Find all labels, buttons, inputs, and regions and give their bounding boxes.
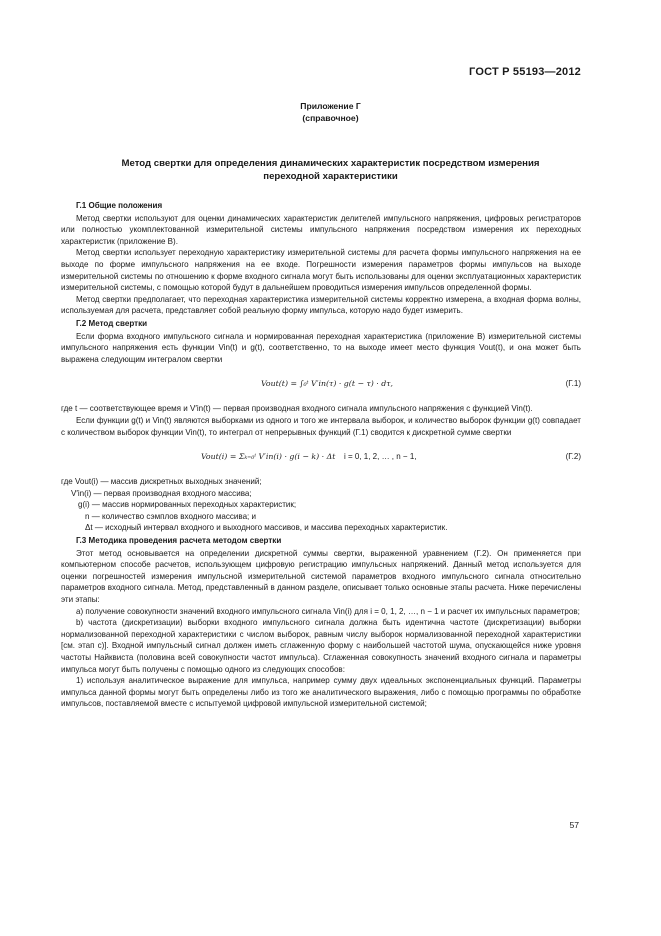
paragraph: Если форма входного импульсного сигнала и нормированная переходная характеристика (приложение В) измерительной системы импульсного напряжения есть функции Vin(t) и g(t), соответственно, то на выходе имеет место функция Vout(t), и она может быть выражена следующим интегралом свертки — [61, 331, 581, 364]
page-number: 57 — [569, 820, 579, 830]
definition-item: n — количество сэмплов входного массива; и — [85, 511, 257, 521]
title-line-2: переходной характеристики — [263, 171, 398, 182]
list-item-a: а) получение совокупности значений входного импульсного сигнала Vin(i) для i = 0, 1, 2, …, n − 1 и расчет их импульсных параметров; — [76, 606, 580, 616]
body-text — [61, 199, 581, 710]
definition-item: Δt — исходный интервал входного и выходного массивов, и массива переходных характеристик. — [85, 523, 448, 533]
document-title — [60, 157, 601, 183]
formula-number: (Г.2) — [565, 452, 581, 462]
annex-status: (справочное) — [302, 113, 359, 123]
title-line-1: Метод свертки для определения динамических характеристик посредством измерения — [121, 158, 540, 169]
formula-expression: Vout(i) = Σₖ₌₀ⁱ V′in(i) · g(i − k) · Δt — [201, 452, 336, 462]
annex-title: Приложение Г — [300, 101, 361, 111]
paragraph: Метод свертки используют для оценки динамических характеристик делителей импульсного напряжения, цифровых регистраторов или полностью укомплектованной измерительной системы импульсного напряжения посредством измерения их переходных характеристик (приложение В). — [61, 213, 581, 246]
annex-heading — [0, 100, 661, 124]
definition-item: где Vout(i) — массив дискретных выходных значений; — [61, 477, 262, 487]
formula-g1 — [61, 368, 581, 400]
formula-g2 — [61, 441, 581, 473]
definition-item: V′in(i) — первая производная входного массива; — [71, 488, 252, 498]
section-heading-g3: Г.3 Методика проведения расчета методом свертки — [76, 536, 282, 546]
definition-item: g(i) — массив нормированных переходных характеристик; — [78, 500, 297, 510]
section-heading-g1: Г.1 Общие положения — [76, 201, 163, 210]
section-heading-g2: Г.2 Метод свертки — [76, 318, 148, 328]
formula-condition: i = 0, 1, 2, … , n − 1, — [344, 452, 417, 462]
standard-designation: ГОСТ Р 55193—2012 — [469, 66, 581, 78]
paragraph: Этот метод основывается на определении дискретной суммы свертки, выраженной уравнением (Г.2). Он применяется при компьютерном способе расчетов, использующем цифровую регистрацию импульсных напряжений. Данный метод используется для оценки погрешностей измерения импульсной измерительной системой параметров входного импульсного сигнала относительно параметров входного сигнала. Метод, представленный в данном разделе, описывает только основные этапы расчета. Ниже перечислены эти этапы: — [61, 548, 581, 605]
paragraph: Метод свертки предполагает, что переходная характеристика измерительной системы корректно измерена, а входная форма волны, используемая для расчета, представляет собой реальную форму импульса, которую надо будет измерить. — [61, 294, 581, 316]
formula-number: (Г.1) — [565, 379, 581, 389]
paragraph: Если функции g(t) и Vin(t) являются выборками из одного и того же интервала выборок, и количество выборок функции g(t) совпадает с количеством выборок функции Vin(t), то интеграл от непрерывных функций (Г.1) сводится к дискретной сумме свертки — [61, 415, 581, 437]
definitions-list — [61, 476, 581, 534]
paragraph: где t — соответствующее время и V′in(t) — первая производная входного сигнала импульсного напряжения с функцией Vin(t). — [61, 404, 533, 414]
paragraph: Метод свертки использует переходную характеристику измерительной системы для расчета формы импульсного напряжения на ее выходе по форме импульсного напряжения на ее входе. Погрешности измерения параметров формы импульсов на выходе измерительной системы по отношению к форме входного сигнала могут быть использованы для оценки эксплуатационных характеристик измерительной системы, с помощью которой будут в дальнейшем проводиться измерения импульсов определенной формы. — [61, 248, 581, 293]
list-item-b1: 1) используя аналитическое выражение для импульса, например сумму двух идеальных экспоненциальных функций. Параметры импульса данной формы могут быть определены либо из того же аналитического выражения, либо с помощью программы по обработке импульсов, поставляемой вместе с испытуемой цифровой импульсной измерительной системой; — [61, 676, 581, 709]
formula-expression: Vout(t) = ∫₀ᵗ V′in(τ) · g(t − τ) · dτ, — [261, 379, 394, 389]
list-item-b: b) частота (дискретизации) выборки входного импульсного сигнала должна быть идентична частоте (дискретизации) выборки нормализованной переходной характеристики с числом выборок, равным числу выборок нормализованной переходной характеристики [см. этап с)]. Входной импульсный сигнал должен иметь сглаженную форму с наибольшей частотой шума, опускающейся ниже уровня частоты Найквиста (половина всей совокупности частот импульса). Сглаженная совокупность значений входного сигнала и параметры импульса могут быть получены с помощью одного из следующих способов: — [61, 618, 581, 674]
